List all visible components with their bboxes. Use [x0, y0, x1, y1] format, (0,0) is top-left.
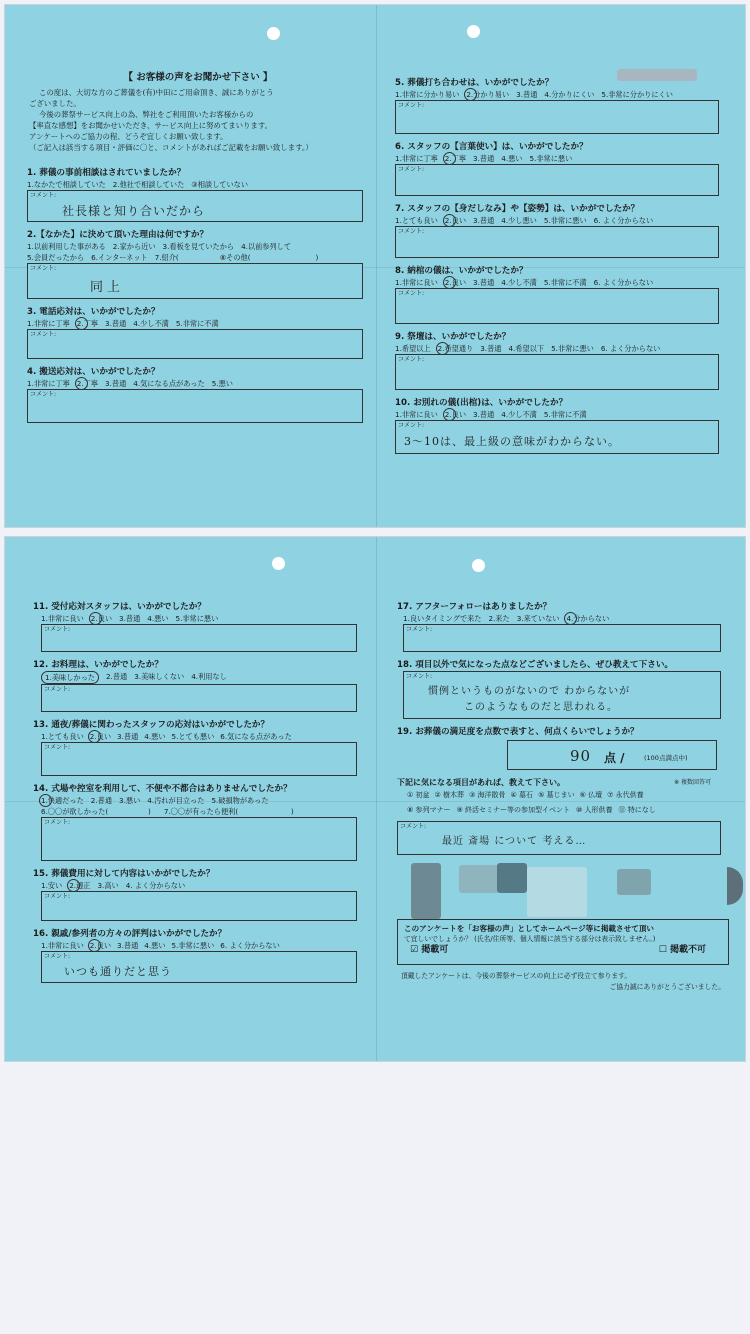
- question-title: 4. 搬送応対は、いかがでしたか？: [27, 367, 160, 377]
- interests-section: [397, 777, 731, 855]
- punch-hole: [272, 557, 285, 570]
- option[interactable]: 1.とても良い: [41, 732, 84, 741]
- comment-box[interactable]: [403, 624, 721, 652]
- option[interactable]: 3.普通: [473, 410, 495, 419]
- option[interactable]: 6.気になる点があった: [220, 732, 292, 741]
- comment-label: コメント:: [398, 290, 425, 297]
- question-2: [27, 229, 369, 299]
- option-selected[interactable]: ③相談していない: [191, 180, 249, 189]
- option[interactable]: 4. よく分からない: [125, 881, 186, 890]
- option-selected[interactable]: 2.良い: [444, 278, 467, 287]
- intro-line: アンケートへのご協力の程、どうぞ宜しくお願い致します。: [29, 132, 228, 141]
- question-5: [395, 77, 725, 134]
- option[interactable]: 2.家から近い: [112, 242, 156, 251]
- publish-allow-checkbox[interactable]: ☑ 掲載可: [410, 945, 449, 955]
- option-bracket: ): [290, 807, 294, 816]
- intro-line: （ご記入は該当する項目・評価に〇と、コメントがあればご記載をお願い致します。）: [29, 143, 313, 152]
- option[interactable]: 1.とても良い: [395, 216, 438, 225]
- option[interactable]: 5.非常に悪い: [529, 154, 573, 163]
- question-title: 5. 葬儀打ち合わせは、いかがでしたか？: [395, 78, 554, 88]
- option[interactable]: 5.非常に不満: [543, 410, 587, 419]
- option[interactable]: 1.非常に丁寧: [395, 154, 438, 163]
- interest-option[interactable]: ⑥ 仏壇: [579, 791, 603, 799]
- option[interactable]: 4.汚れが目立った: [147, 796, 205, 805]
- intro-line: この度は、大切な方のご葬儀を(有)中田にご用命頂き、誠にありがとう: [39, 88, 274, 97]
- question-19: [397, 726, 731, 770]
- option[interactable]: 5.非常に不満: [175, 319, 219, 328]
- option[interactable]: 1.非常に良い: [395, 410, 438, 419]
- comment-box[interactable]: [41, 891, 357, 921]
- comment-box[interactable]: [395, 288, 719, 324]
- survey-sheet-page-1: [4, 4, 746, 528]
- option[interactable]: 1.希望以上: [395, 344, 431, 353]
- option-selected[interactable]: 2.良い: [444, 216, 467, 225]
- comment-box[interactable]: [41, 624, 357, 652]
- option[interactable]: 5.非常に悪い: [543, 216, 587, 225]
- comment-box[interactable]: [395, 420, 719, 454]
- comment-label: コメント:: [30, 265, 57, 272]
- option[interactable]: 4.悪い: [144, 732, 166, 741]
- question-7: [395, 203, 725, 258]
- interest-option[interactable]: ④ 墓石: [510, 791, 534, 799]
- handwritten-comment: 最近 斎場 について 考える…: [442, 836, 587, 847]
- comment-box[interactable]: [27, 329, 363, 359]
- option[interactable]: 5.非常に分かりにくい: [601, 90, 673, 99]
- question-title: 7. スタッフの【身だしなみ】や【姿勢】は、いかがでしたか？: [395, 204, 640, 214]
- option[interactable]: 5.破損物があった: [211, 796, 269, 805]
- survey-sheet-page-2: [4, 536, 746, 1062]
- option[interactable]: 5.とても悪い: [171, 732, 215, 741]
- question-14: [33, 783, 369, 861]
- option-selected[interactable]: 2.良い: [89, 732, 112, 741]
- question-title: 6. スタッフの【言葉使い】は、いかがでしたか？: [395, 142, 588, 152]
- redacted-signature-area: [397, 859, 731, 919]
- option[interactable]: 1.以前利用した事がある: [27, 242, 106, 251]
- score-note: (100点満点中): [644, 754, 688, 762]
- comment-label: コメント:: [406, 673, 433, 680]
- comment-label: コメント:: [30, 391, 57, 398]
- question-title: 18. 項目以外で気になった点などございましたら、ぜひ教えて下さい。: [397, 660, 674, 670]
- option[interactable]: 1.なかたで相談していた: [27, 180, 106, 189]
- handwritten-comment: 同上: [90, 280, 125, 295]
- option-selected[interactable]: 2.良い: [89, 941, 112, 950]
- comment-box[interactable]: [41, 817, 357, 861]
- question-16: [33, 928, 369, 983]
- question-12: [33, 659, 369, 712]
- option[interactable]: 3.普通: [117, 941, 139, 950]
- option[interactable]: 4.少し不満: [501, 410, 537, 419]
- interest-option[interactable]: ⑦ 永代供養: [607, 791, 644, 799]
- option[interactable]: 4.気になる点があった: [133, 379, 205, 388]
- handwritten-comment: 社長様と知り合いだから: [62, 204, 206, 218]
- handwritten-comment: このようなものだと思われる。: [464, 702, 618, 713]
- question-title: 16. 親戚/参列者の方々の評判はいかがでしたか？: [33, 929, 227, 939]
- option[interactable]: 4.悪い: [501, 154, 523, 163]
- option[interactable]: 3.美味しくない: [134, 672, 185, 681]
- question-title: 8. 納棺の儀は、いかがでしたか？: [395, 266, 528, 276]
- question-9: [395, 331, 725, 390]
- option[interactable]: 4.利用なし: [191, 672, 227, 681]
- option[interactable]: 2.来た: [488, 614, 510, 623]
- question-18: [397, 659, 731, 719]
- comment-label: コメント:: [44, 953, 71, 960]
- question-title: 10. お別れの儀(出棺)は、いかがでしたか？: [395, 398, 568, 408]
- option[interactable]: 5.非常に悪い: [171, 941, 215, 950]
- option[interactable]: 5.非常に悪い: [551, 344, 594, 353]
- question-6: [395, 141, 725, 196]
- question-title: 17. アフターフォローはありましたか？: [397, 602, 552, 612]
- option[interactable]: 1.非常に丁寧: [27, 319, 70, 328]
- option-selected[interactable]: ⑧その他(: [219, 253, 251, 262]
- option[interactable]: 3.普通: [516, 90, 538, 99]
- option[interactable]: 6. よく分からない: [220, 941, 280, 950]
- option[interactable]: 4.悪い: [147, 614, 169, 623]
- handwritten-comment: いつも通りだと思う: [64, 965, 172, 978]
- option[interactable]: 1.非常に分かり易い: [395, 90, 460, 99]
- option[interactable]: 4.以前参列して: [241, 242, 292, 251]
- option[interactable]: 1.非常に良い: [395, 278, 438, 287]
- comment-label: コメント:: [400, 823, 427, 830]
- comment-box[interactable]: [395, 226, 719, 258]
- question-title: 1. 葬儀の事前相談はされていましたか？: [27, 168, 186, 178]
- option[interactable]: 7.〇〇が有ったら便利(: [163, 807, 239, 816]
- option[interactable]: 5.悪い: [211, 379, 233, 388]
- comment-box[interactable]: [41, 684, 357, 712]
- intro-line: 【率直な感想】をお聞かせいただき、サービス向上に努めてまいります。: [29, 121, 273, 130]
- comment-label: コメント:: [398, 228, 425, 235]
- question-13: [33, 719, 369, 776]
- option[interactable]: 4.悪い: [144, 941, 166, 950]
- question-11: [33, 601, 369, 652]
- option-selected[interactable]: 1.快適だった: [41, 796, 84, 805]
- option[interactable]: 3.普通: [473, 216, 495, 225]
- option-selected[interactable]: 2.良い: [444, 410, 467, 419]
- survey-title: 【 お客様の声をお聞かせ下さい 】: [123, 72, 273, 83]
- punch-hole: [467, 25, 480, 38]
- question-15: [33, 868, 369, 921]
- score-box[interactable]: [507, 740, 717, 770]
- option[interactable]: 3.悪い: [119, 796, 141, 805]
- comment-box[interactable]: [395, 100, 719, 134]
- option[interactable]: 7.紹介(: [154, 253, 179, 262]
- comment-label: コメント:: [398, 166, 425, 173]
- handwritten-score: 90: [570, 747, 592, 765]
- comment-box[interactable]: [397, 821, 721, 855]
- publish-question: このアンケートを「お客様の声」としてホームページ等に掲載させて頂い: [404, 924, 654, 933]
- question-title: 12. お料理は、いかがでしたか？: [33, 660, 163, 670]
- question-17: [397, 601, 731, 652]
- option[interactable]: 6.〇〇が欲しかった(: [41, 807, 109, 816]
- score-unit: 点 /: [604, 751, 625, 765]
- option[interactable]: 1.非常に良い: [41, 941, 84, 950]
- option-bracket: ): [315, 253, 319, 262]
- handwritten-comment: 慣例というものがないので わからないが: [428, 686, 631, 697]
- interests-note: ※ 複数回答可: [674, 779, 711, 786]
- question-title: 2.【なかた】に決めて頂いた理由は何ですか？: [27, 230, 209, 240]
- comment-box[interactable]: [27, 389, 363, 423]
- option-selected[interactable]: 4.分からない: [566, 614, 610, 623]
- option-selected[interactable]: 2.丁寧: [444, 154, 467, 163]
- option[interactable]: 3.普通: [105, 319, 127, 328]
- option[interactable]: 2.普通: [105, 672, 128, 681]
- footer-thanks: ご協力誠にありがとうございました。: [609, 983, 725, 991]
- question-10: [395, 397, 725, 454]
- publish-deny-checkbox[interactable]: ☐ 掲載不可: [658, 945, 706, 955]
- question-4: [27, 366, 369, 423]
- option[interactable]: 3.普通: [480, 344, 502, 353]
- option[interactable]: 5.非常に不満: [543, 278, 587, 287]
- option[interactable]: 2.他社で相談していた: [112, 180, 185, 189]
- publish-question: て宜しいでしょうか？ (氏名/住所等、個人情報に該当する部分は表示致しません。): [404, 935, 656, 943]
- comment-label: コメント:: [406, 626, 433, 633]
- option-selected[interactable]: 2.希望通り: [437, 344, 474, 353]
- punch-hole: [267, 27, 280, 40]
- option[interactable]: 3.普通: [473, 278, 495, 287]
- comment-label: コメント:: [44, 744, 71, 751]
- interest-option[interactable]: ⑪ 特になし: [618, 806, 656, 814]
- question-title: 19. お葬儀の満足度を点数で表すと、何点くらいでしょうか？: [397, 727, 639, 737]
- comment-box[interactable]: [403, 671, 721, 719]
- option-selected[interactable]: 2.分かり易い: [466, 90, 510, 99]
- option[interactable]: 3.普通: [119, 614, 141, 623]
- option[interactable]: 2.普通: [90, 796, 113, 805]
- comment-label: コメント:: [30, 192, 57, 199]
- comment-label: コメント:: [44, 626, 71, 633]
- option[interactable]: 6. よく分からない: [600, 344, 661, 353]
- comment-box[interactable]: [395, 164, 719, 196]
- question-title: 15. 葬儀費用に対して内容はいかがでしたか？: [33, 869, 215, 879]
- comment-label: コメント:: [398, 422, 425, 429]
- interests-title: 下記に気になる項目があれば、教えて下さい。: [397, 778, 565, 787]
- option[interactable]: 1.良いタイミングで来た: [403, 614, 482, 623]
- option[interactable]: 3.看板を見ていたから: [162, 242, 235, 251]
- comment-label: コメント:: [44, 893, 71, 900]
- comment-box[interactable]: [27, 263, 363, 299]
- option[interactable]: 4.分かりにくい: [544, 90, 595, 99]
- interest-option[interactable]: ⑨ 終活セミナー等の参加型イベント: [456, 806, 571, 814]
- question-3: [27, 306, 369, 359]
- comment-label: コメント:: [44, 819, 71, 826]
- comment-label: コメント:: [30, 331, 57, 338]
- interest-option[interactable]: ⑩ 人形供養: [576, 806, 613, 814]
- question-title: 11. 受付応対スタッフは、いかがでしたか？: [33, 602, 206, 612]
- option[interactable]: 3.高い: [97, 881, 119, 890]
- intro-line: ございました。: [29, 99, 81, 108]
- question-title: 3. 電話応対は、いかがでしたか？: [27, 307, 160, 317]
- option[interactable]: 6.インターネット: [91, 253, 148, 262]
- option[interactable]: 4.少し不満: [133, 319, 169, 328]
- option-selected[interactable]: 1.美味しかった: [41, 671, 99, 684]
- comment-box[interactable]: [41, 951, 357, 983]
- question-1: [27, 167, 369, 222]
- option-selected[interactable]: 2.適正: [69, 881, 91, 890]
- option[interactable]: 6. よく分からない: [593, 278, 654, 287]
- comment-label: コメント:: [398, 356, 425, 363]
- option[interactable]: 3.普通: [105, 379, 127, 388]
- option[interactable]: 5.会員だったから: [27, 253, 85, 262]
- handwritten-comment: 3～10は、最上級の意味がわからない。: [404, 435, 620, 448]
- question-title: 14. 式場や控室を利用して、不便や不都合はありませんでしたか？: [33, 784, 292, 794]
- option[interactable]: 3.普通: [117, 732, 139, 741]
- interest-option[interactable]: ① 初盆: [407, 791, 430, 799]
- punch-hole: [472, 559, 485, 572]
- option-selected[interactable]: 2.良い: [90, 614, 113, 623]
- comment-box[interactable]: [27, 190, 363, 222]
- comment-box[interactable]: [395, 354, 719, 390]
- question-title: 9. 祭壇は、いかがでしたか？: [395, 332, 511, 342]
- publish-consent-box: [397, 919, 729, 965]
- option[interactable]: 1.非常に良い: [41, 614, 84, 623]
- intro-line: 今後の葬祭サービス向上の為、弊社をご利用頂いたお客様からの: [39, 110, 254, 119]
- option-selected[interactable]: 2.丁寧: [76, 379, 99, 388]
- question-title: 13. 通夜/葬儀に関わったスタッフの応対はいかがでしたか？: [33, 720, 270, 730]
- option[interactable]: 5.非常に悪い: [175, 614, 219, 623]
- option[interactable]: 4.少し悪い: [501, 216, 537, 225]
- question-8: [395, 265, 725, 324]
- footer-note: 頂戴したアンケートは、今後の葬祭サービスの向上に必ず役立て参ります。: [401, 972, 632, 980]
- interest-option[interactable]: ③ 海洋散骨: [469, 791, 506, 799]
- option[interactable]: 4.希望以下: [508, 344, 545, 353]
- interest-option[interactable]: ⑤ 墓じまい: [538, 791, 575, 799]
- option[interactable]: 6. よく分からない: [593, 216, 654, 225]
- option[interactable]: 4.少し不満: [501, 278, 537, 287]
- option[interactable]: 1.非常に丁寧: [27, 379, 70, 388]
- interest-option[interactable]: ⑧ 参列マナー: [407, 806, 451, 814]
- option-bracket: ): [148, 807, 151, 816]
- interest-option[interactable]: ② 樹木葬: [434, 791, 465, 799]
- comment-box[interactable]: [41, 742, 357, 776]
- option[interactable]: 3.普通: [473, 154, 495, 163]
- option[interactable]: 1.安い: [41, 881, 63, 890]
- option-selected[interactable]: 2.丁寧: [76, 319, 99, 328]
- comment-label: コメント:: [44, 686, 71, 693]
- option[interactable]: 3.来ていない: [516, 614, 560, 623]
- comment-label: コメント:: [398, 102, 425, 109]
